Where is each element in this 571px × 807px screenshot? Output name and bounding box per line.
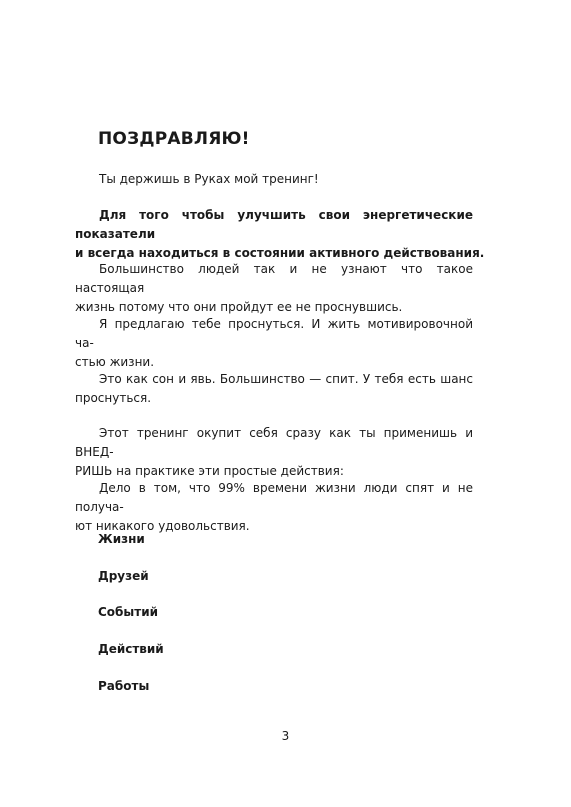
paragraph-line: стью жизни. <box>75 355 155 369</box>
paragraph-line: ют никакого удовольствия. <box>75 519 250 533</box>
paragraph-line: Для того чтобы улучшить свои энергетические показатели <box>75 208 473 241</box>
paragraph-line: и всегда находиться в состоянии активного действования. <box>75 246 485 260</box>
paragraph-line: РИШЬ на практике эти простые действия: <box>75 464 344 478</box>
list-item: Действий <box>98 642 164 656</box>
paragraph-dream <box>75 370 473 408</box>
paragraph-line: Дело в том, что 99% времени жизни люди спят и не получа- <box>75 481 473 514</box>
paragraph-line: Этот тренинг окупит себя сразу как ты применишь и ВНЕД- <box>75 426 473 459</box>
paragraph-intro <box>75 170 473 189</box>
paragraph-line: жизнь потому что они пройдут ее не проснувшись. <box>75 300 403 314</box>
paragraph-line: Это как сон и явь. Большинство — спит. У тебя есть шанс <box>99 372 473 386</box>
paragraph-line: Ты держишь в Руках мой тренинг! <box>99 172 319 186</box>
paragraph-training <box>75 424 473 481</box>
list-item: Работы <box>98 679 150 693</box>
paragraph-line: Большинство людей так и не узнают что такое настоящая <box>75 262 473 295</box>
paragraph-line: проснуться. <box>75 391 152 405</box>
paragraph-goal <box>75 206 485 263</box>
page-title: ПОЗДРАВЛЯЮ! <box>98 129 250 149</box>
paragraph-offer <box>75 315 473 372</box>
list-item: Событий <box>98 605 159 619</box>
paragraph-fact <box>75 479 473 536</box>
paragraph-line: Я предлагаю тебе проснуться. И жить мотивировочной ча- <box>75 317 473 350</box>
list-item: Друзей <box>98 569 149 583</box>
page-number: 3 <box>281 729 290 743</box>
list-item: Жизни <box>98 532 145 546</box>
paragraph-majority <box>75 260 473 317</box>
